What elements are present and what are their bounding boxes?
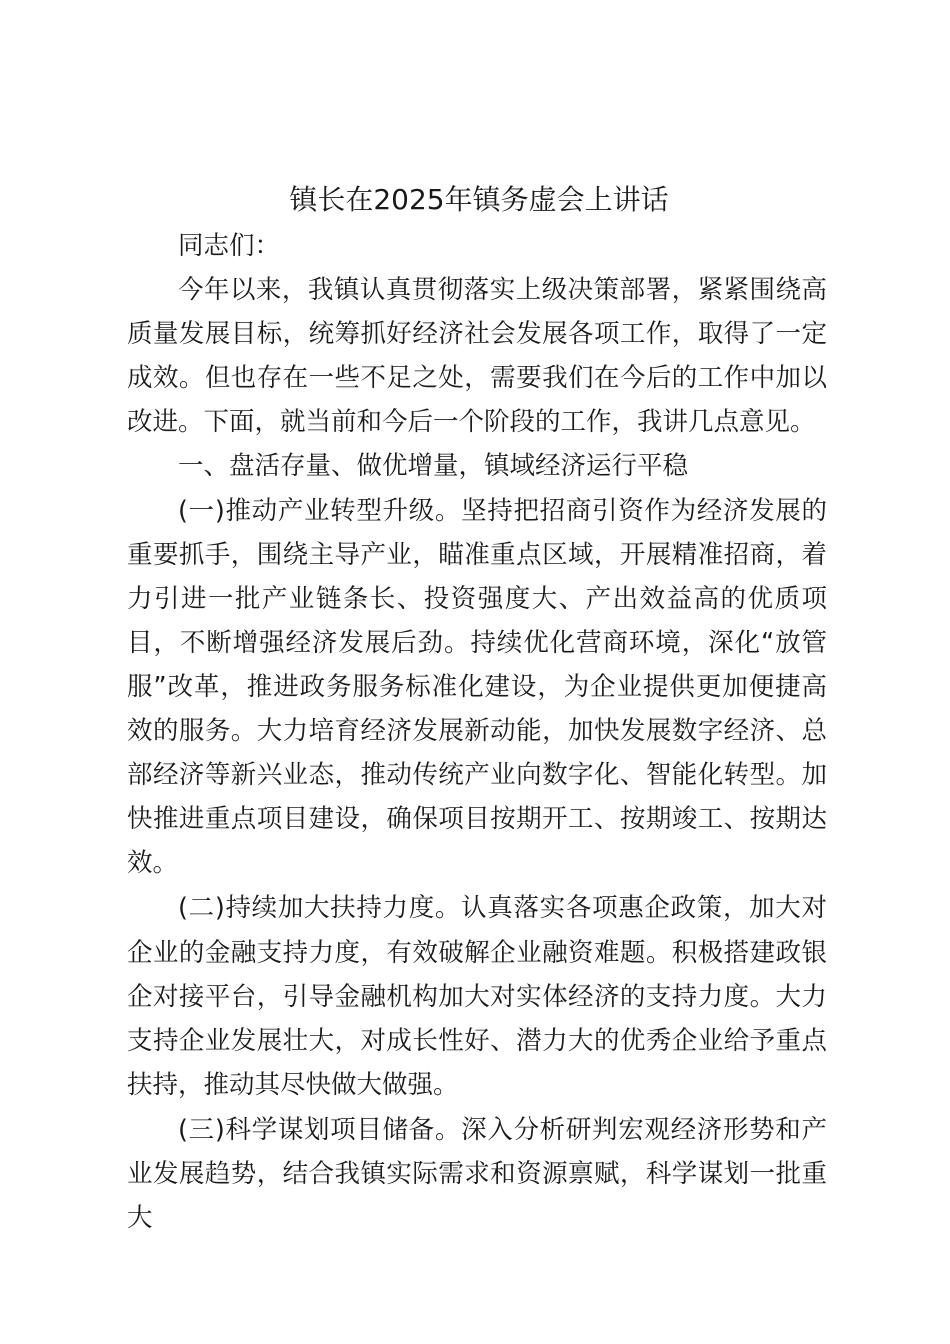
document-body	[127, 224, 827, 1240]
paragraph-intro: 今年以来，我镇认真贯彻落实上级决策部署，紧紧围绕高质量发展目标，统筹抓好经济社会发展各项工作，取得了一定成效。但也存在一些不足之处，需要我们在今后的工作中加以改进。下面，就当前和今后一个阶段的工作，我讲几点意见。	[127, 275, 827, 438]
paragraph-item-3: (三)科学谋划项目储备。深入分析研判宏观经济形势和产业发展趋势，结合我镇实际需求和资源禀赋，科学谋划一批重大	[127, 1114, 827, 1234]
section-heading-1: 一、盘活存量、做优增量，镇域经济运行平稳	[178, 451, 689, 482]
paragraph-item-2: (二)持续加大扶持力度。认真落实各项惠企政策，加大对企业的金融支持力度，有效破解企业融资难题。积极搭建政银企对接平台，引导金融机构加大对实体经济的支持力度。大力支持企业发展壮大，对成长性好、潜力大的优秀企业给予重点扶持，推动其尽快做大做强。	[127, 893, 827, 1100]
document-title: 镇长在2025年镇务虚会上讲话	[289, 183, 669, 216]
paragraph-item-1: (一)推动产业转型升级。坚持把招商引资作为经济发展的重要抓手，围绕主导产业，瞄准重点区域，开展精准招商，着力引进一批产业链条长、投资强度大、产出效益高的优质项目，不断增强经济发展后劲。持续优化营商环境，深化“放管服”改革，推进政务服务标准化建设，为企业提供更加便捷高效的服务。大力培育经济发展新动能，加快发展数字经济、总部经济等新兴业态，推动传统产业向数字化、智能化转型。加快推进重点项目建设，确保项目按期开工、按期竣工、按期达效。	[127, 495, 827, 879]
salutation: 同志们：	[178, 231, 281, 261]
